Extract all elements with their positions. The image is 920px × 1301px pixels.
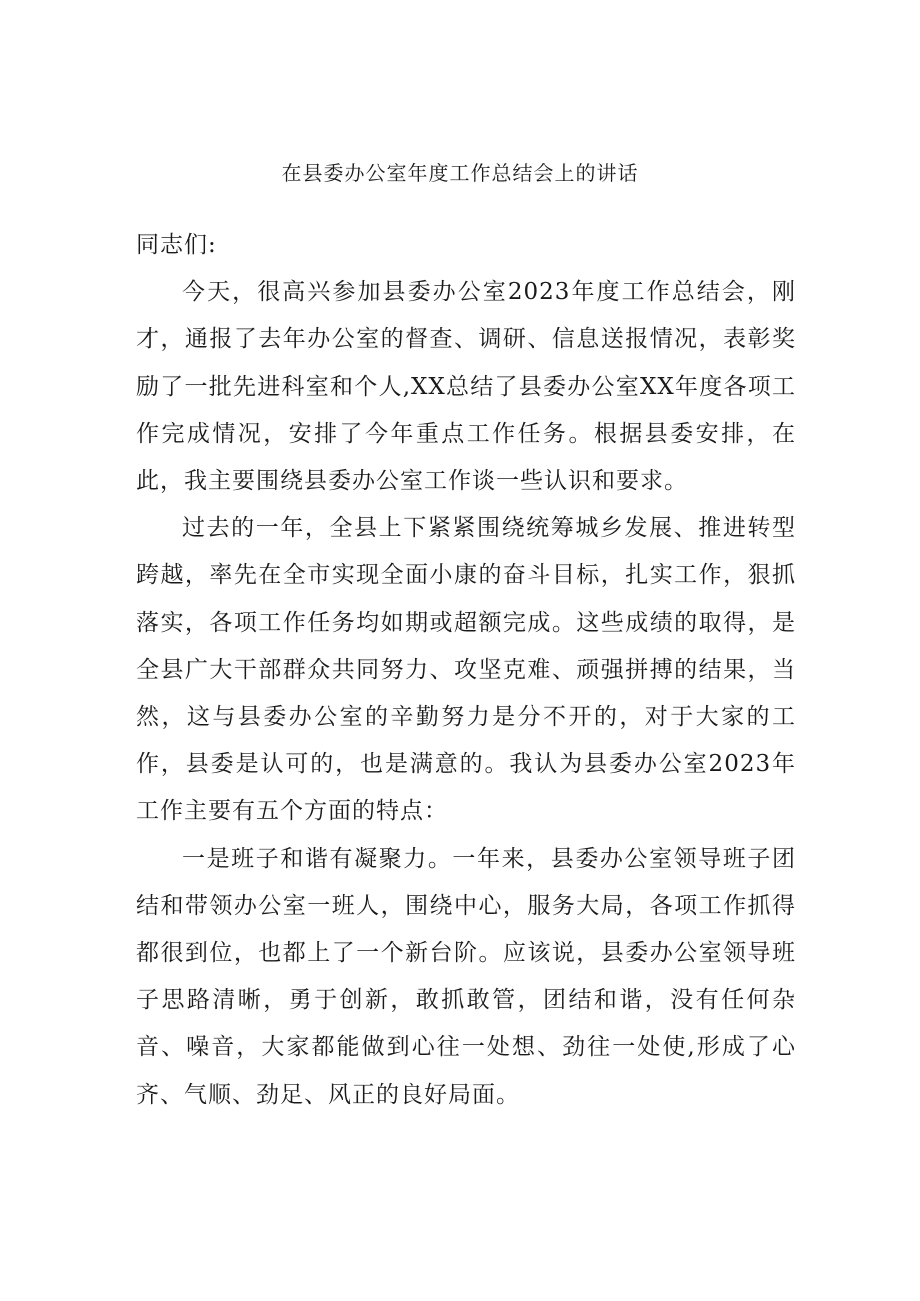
document-title: 在县委办公室年度工作总结会上的讲话 — [281, 161, 639, 185]
paragraph-2: 过去的一年，全县上下紧紧围绕统筹城乡发展、推进转型跨越，率先在全市实现全面小康的奋斗目标，扎实工作，狠抓落实，各项工作任务均如期或超额完成。这些成绩的取得，是全县广大干部群众共同努力、攻坚克难、顽强拼搏的结果，当然，这与县委办公室的辛勤努力是分不开的，对于大家的工作，县委是认可的，也是满意的。我认为县委办公室2023年工作主要有五个方面的特点： — [136, 515, 796, 825]
document-body — [136, 222, 796, 1119]
paragraph-1: 今天，很高兴参加县委办公室2023年度工作总结会，刚才，通报了去年办公室的督查、调研、信息送报情况，表彰奖励了一批先进科室和个人,XX总结了县委办公室XX年度各项工作完成情况，安排了今年重点工作任务。根据县委安排，在此，我主要围绕县委办公室工作谈一些认识和要求。 — [136, 279, 796, 495]
paragraph-3: 一是班子和谐有凝聚力。一年来，县委办公室领导班子团结和带领办公室一班人，围绕中心，服务大局，各项工作抓得都很到位，也都上了一个新台阶。应该说，县委办公室领导班子思路清晰，勇于创新，敢抓敢管，团结和谐，没有任何杂音、噪音，大家都能做到心往一处想、劲往一处使,形成了心齐、气顺、劲足、风正的良好局面。 — [136, 845, 796, 1108]
salutation: 同志们: — [136, 232, 217, 258]
